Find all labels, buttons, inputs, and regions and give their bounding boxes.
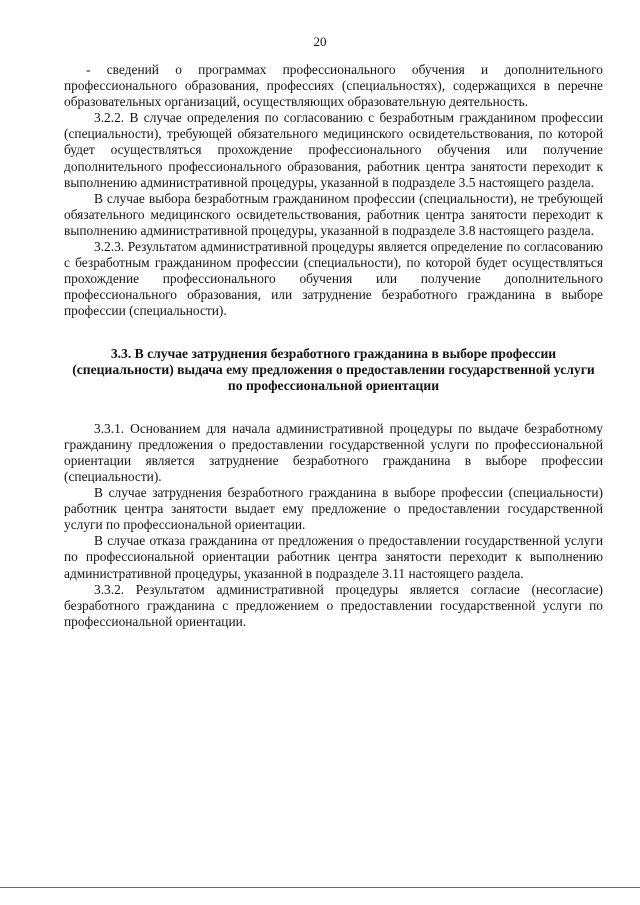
paragraph-3-2-2: 3.2.2. В случае определения по согласованию с безработным гражданином профессии (специальности), требующей обязательного медицинского освидетельствования, по которой будет осуществляться прохождение профессионального обучения или получение дополнительного профессионального образования, работник центра занятости переходит к выполнению административной процедуры, указанной в подразделе 3.5 настоящего раздела.	[64, 110, 603, 190]
page-bottom-rule	[0, 887, 640, 888]
paragraph-3-3-1-issue: В случае затруднения безработного гражданина в выборе профессии (специальности) работник центра занятости выдает ему предложение о предоставлении государственной услуги по профессиональной ориентации.	[64, 485, 603, 533]
paragraph-3-3-1: 3.3.1. Основанием для начала административной процедуры по выдаче безработному гражданину предложения о предоставлении государственной услуги по профессиональной ориентации является затруднение безработного гражданина в выборе профессии (специальности).	[64, 420, 603, 484]
document-body	[64, 62, 603, 630]
paragraph-3-3-2: 3.3.2. Результатом административной процедуры является согласие (несогласие) безработного гражданина с предложением о предоставлении государственной услуги по профессиональной ориентации.	[64, 581, 603, 629]
paragraph-3-3-1-refusal: В случае отказа гражданина от предложения о предоставлении государственной услуги по профессиональной ориентации работник центра занятости переходит к выполнению административной процедуры, указанной в подразделе 3.11 настоящего раздела.	[64, 533, 603, 581]
paragraph-3-2-2-alt: В случае выбора безработным гражданином профессии (специальности), не требующей обязательного медицинского освидетельствования, работник центра занятости переходит к выполнению административной процедуры, указанной в подразделе 3.8 настоящего раздела.	[64, 190, 603, 238]
page-number: 20	[313, 34, 327, 49]
section-heading-3-3: 3.3. В случае затруднения безработного гражданина в выборе профессии (специальности) выдача ему предложения о предоставлении государственной услуги по профессиональной ориентации	[72, 345, 595, 394]
paragraph-intro-list-item: - сведений о программах профессионального обучения и дополнительного профессионального образования, профессиях (специальностях), содержащихся в перечне образовательных организаций, осуществляющих образовательную деятельность.	[64, 62, 603, 110]
paragraph-3-2-3: 3.2.3. Результатом административной процедуры является определение по согласованию с безработным гражданином профессии (специальности), по которой будет осуществляться прохождение профессионального обучения или получение дополнительного профессионального образования, или затруднение безработного гражданина в выборе профессии (специальности).	[64, 239, 603, 319]
